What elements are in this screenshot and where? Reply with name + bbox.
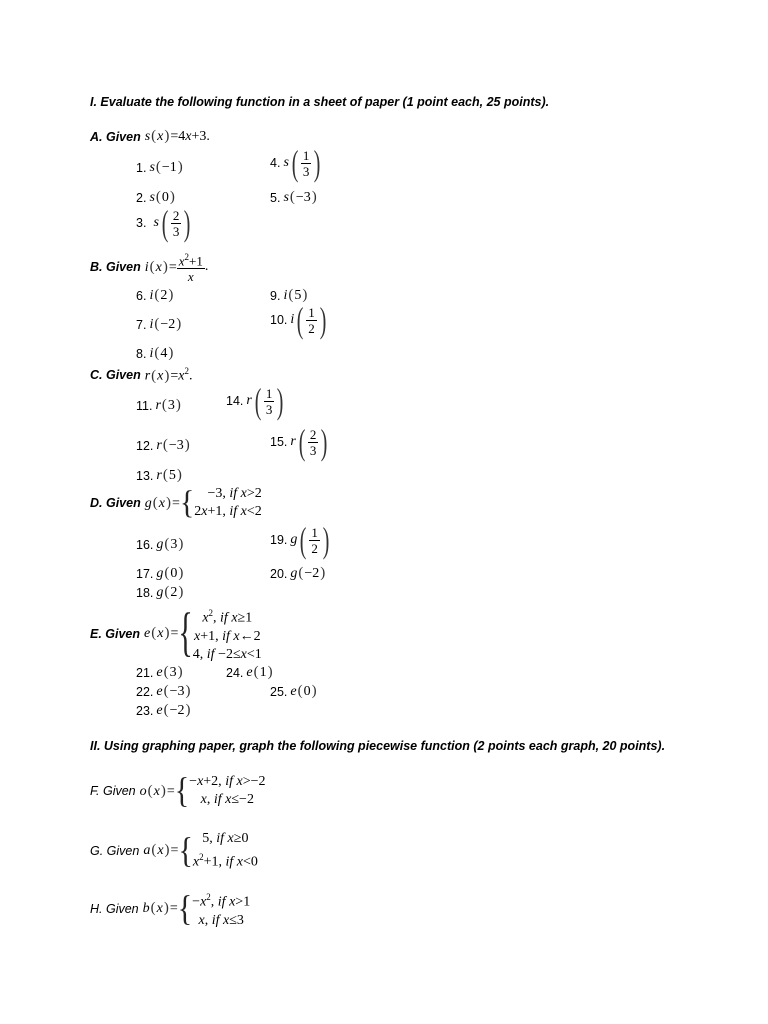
problem-h-given (90, 888, 250, 930)
given-label-g: G. Given (90, 843, 140, 858)
case-g-1: 5, if x≥0 (202, 831, 249, 846)
case-e-1: $x^2$, if x≥1 (202, 608, 253, 626)
problem-c-given (90, 366, 193, 385)
case-e-3: 4, if −2≤x<1 (192, 646, 262, 662)
given-label-b: B. Given (90, 260, 141, 275)
item-25: 25. e(0) (270, 683, 317, 699)
cases-f (189, 773, 265, 809)
given-label-a: A. Given (90, 129, 141, 144)
case-h-1: $-x^2$, if x>1 (192, 892, 251, 910)
item-8: 8. i(4) (136, 345, 174, 361)
case-d-2: 2x+1, if x<2 (194, 504, 262, 519)
given-label-d: D. Given (90, 496, 141, 510)
case-e-2: x+1, if x←2 (193, 628, 261, 644)
brace-f: { (174, 770, 190, 811)
item-16: 16. g(3) (136, 536, 184, 552)
function-g: g(x)= (144, 494, 180, 511)
given-label-f: F. Given (90, 784, 136, 798)
problem-g-given (90, 830, 258, 872)
item-6: 6. i(2) (136, 287, 174, 303)
given-label-c: C. Given (90, 368, 141, 383)
brace-g: { (178, 830, 193, 871)
brace-e: { (178, 603, 193, 663)
item-15: 15. r ( $\frac{2}{3}$ ) (270, 422, 328, 462)
problem-f-given (90, 770, 266, 811)
given-label-h: H. Given (90, 901, 139, 916)
case-f-1: −x+2, if x>−2 (189, 774, 266, 789)
cases-d (194, 485, 262, 521)
case-g-2: $x^2+1$, if x<0 (192, 852, 258, 870)
item-7: 7. i(−2) (136, 316, 182, 332)
cases-h (192, 888, 250, 930)
item-12: 12. r(−3) (136, 437, 190, 453)
item-24: 24. e(1) (226, 664, 273, 680)
function-e: e(x)= (144, 625, 179, 642)
problem-b-given: B. Given i(x)= $\frac{x^2+1}{x}$ . (90, 252, 209, 285)
function-o: o(x)= (139, 782, 175, 799)
function-s: s(x)=4x+3. (144, 128, 210, 144)
case-h-2: x, if x≤3 (198, 912, 244, 928)
item-11: 11. r(3) (136, 397, 181, 413)
section-1-heading: I. Evaluate the following function in a sheet of paper (1 point each, 25 points). (90, 95, 550, 109)
item-14: 14. r ( $\frac{1}{3}$ ) (226, 381, 284, 421)
item-23: 23. e(−2) (136, 702, 191, 718)
function-b: b(x)= (142, 900, 178, 917)
item-1: 1. s(−1) (136, 159, 183, 175)
item-17: 17. g(0) (136, 565, 184, 581)
item-20: 20. g(−2) (270, 565, 326, 581)
problem-d-given (90, 485, 262, 521)
item-19: 19. g ( $\frac{1}{2}$ ) (270, 520, 330, 560)
item-4: 4. s ( $\frac{1}{3}$ ) (270, 143, 321, 183)
brace-h: { (177, 888, 193, 929)
brace-d: { (179, 484, 195, 521)
item-10: 10. i ( $\frac{1}{2}$ ) (270, 300, 327, 340)
section-2-heading: II. Using graphing paper, graph the following piecewise function (2 points each graph, 20 points). (90, 739, 666, 753)
item-13: 13. r(5) (136, 467, 182, 483)
function-a: a(x)= (143, 842, 179, 859)
item-9: 9. i(5) (270, 287, 308, 303)
item-5: 5. s(−3) (270, 189, 317, 205)
function-i-fraction: $\frac{x^2+1}{x}$ (178, 252, 203, 285)
item-18: 18. g(2) (136, 584, 184, 600)
given-label-e: E. Given (90, 626, 141, 641)
item-22: 22. e(−3) (136, 683, 191, 699)
function-i: i(x)= (144, 258, 177, 275)
cases-g (193, 830, 258, 872)
function-r: $r(x)=x^2$. (144, 366, 193, 384)
item-21: 21. e(3) (136, 664, 183, 680)
problem-e-given (90, 604, 262, 664)
item-2: 2. s(0) (136, 189, 175, 205)
problem-a-given (90, 128, 210, 145)
case-f-2: x, if x≤−2 (200, 792, 254, 807)
case-d-1: −3, if x>2 (207, 486, 262, 501)
item-3: 3. s ( $\frac{2}{3}$ ) (136, 203, 191, 243)
cases-e (193, 604, 262, 664)
